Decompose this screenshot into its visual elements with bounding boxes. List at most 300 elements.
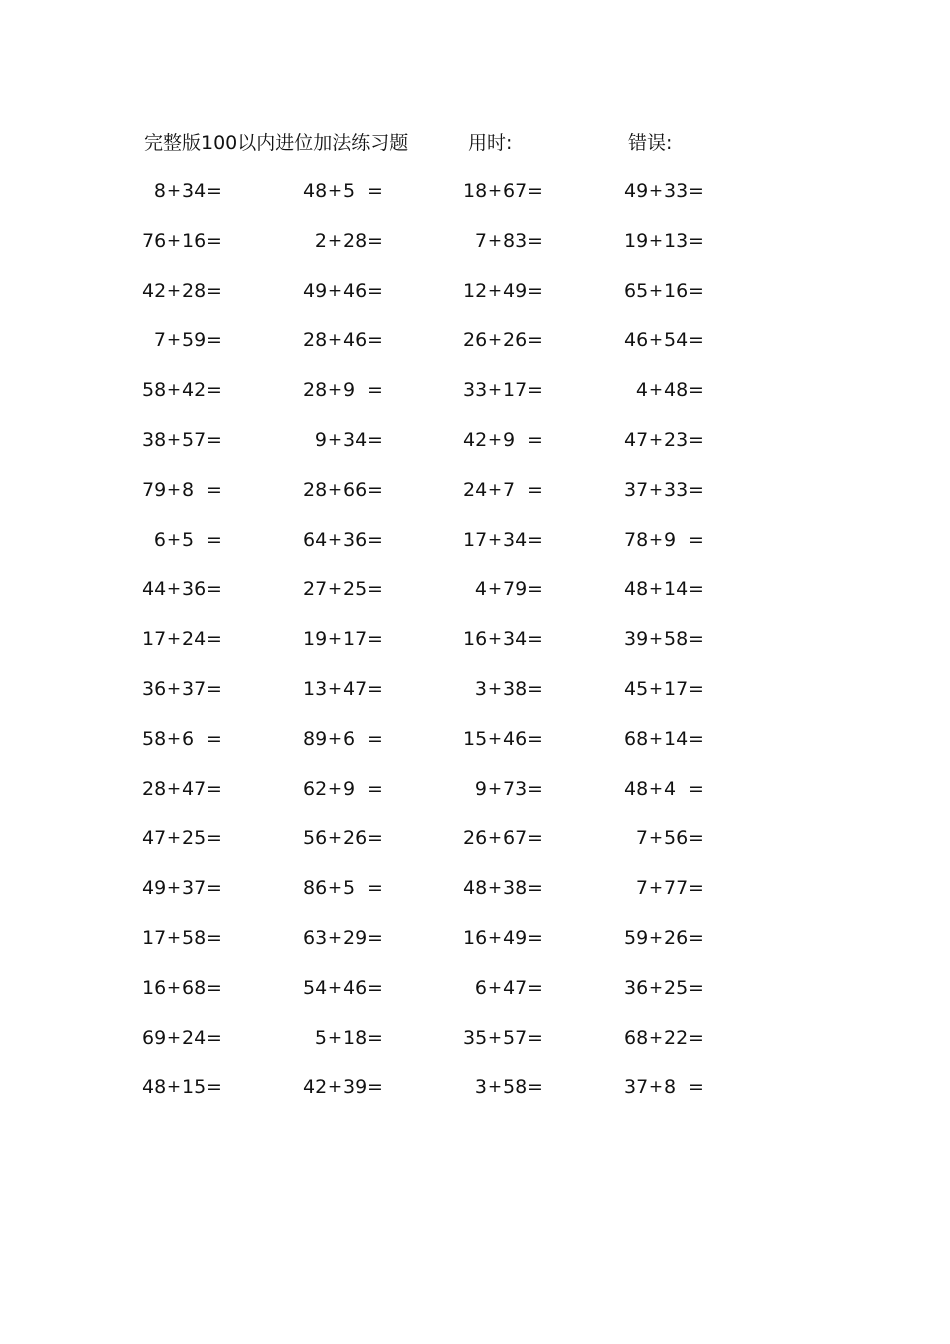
addend-second: 24: [182, 628, 207, 651]
addition-problem: [624, 774, 702, 804]
equals-sign: =: [688, 279, 704, 302]
addition-problem: [142, 574, 220, 604]
addend-first: 28: [303, 329, 328, 352]
addition-problem: [142, 1072, 220, 1102]
equals-sign: =: [527, 827, 543, 850]
addend-first: 9: [474, 777, 487, 800]
addend-first: 4: [474, 578, 487, 601]
equals-sign: =: [367, 777, 383, 800]
plus-sign: +: [166, 977, 182, 998]
plus-sign: +: [487, 230, 503, 251]
equals-sign: =: [688, 727, 704, 750]
problem-row: [0, 176, 950, 226]
addend-second: 46: [343, 279, 368, 302]
addend-first: 58: [142, 727, 167, 750]
plus-sign: +: [487, 529, 503, 550]
plus-sign: +: [166, 678, 182, 699]
plus-sign: +: [487, 728, 503, 749]
addend-second: 83: [503, 229, 528, 252]
addition-problem: [624, 375, 702, 405]
addend-second: 38: [503, 677, 528, 700]
addition-problem: [463, 624, 541, 654]
addend-first: 42: [142, 279, 167, 302]
addend-second: 77: [664, 877, 689, 900]
addend-first: 24: [463, 478, 488, 501]
plus-sign: +: [166, 181, 182, 201]
addition-problem: [624, 325, 702, 355]
addend-first: 7: [474, 229, 487, 252]
plus-sign: +: [327, 181, 343, 201]
equals-sign: =: [688, 877, 704, 900]
addition-problem: [142, 774, 220, 804]
addend-first: 19: [624, 229, 649, 252]
addition-problem: [463, 973, 541, 1003]
addend-second: 34: [503, 528, 528, 551]
equals-sign: =: [206, 379, 222, 402]
plus-sign: +: [487, 828, 503, 849]
plus-sign: +: [487, 977, 503, 998]
addend-second: 58: [503, 1076, 528, 1099]
plus-sign: +: [327, 778, 343, 799]
addend-second: 33: [664, 180, 689, 202]
addition-problem: [624, 425, 702, 455]
addend-first: 62: [303, 777, 328, 800]
addition-problem: [303, 1023, 381, 1053]
addend-second: 18: [343, 1026, 368, 1049]
addend-second: 33: [664, 478, 689, 501]
addend-second: 34: [503, 628, 528, 651]
equals-sign: =: [367, 628, 383, 651]
addend-first: 19: [303, 628, 328, 651]
equals-sign: =: [206, 279, 222, 302]
addition-problem: [303, 973, 381, 1003]
worksheet-header: [0, 128, 950, 158]
plus-sign: +: [648, 927, 664, 948]
addend-second: 47: [503, 976, 528, 999]
addend-first: 48: [463, 877, 488, 900]
equals-sign: =: [527, 677, 543, 700]
addition-problem: [142, 724, 220, 754]
equals-sign: =: [206, 1026, 222, 1049]
addend-first: 12: [463, 279, 488, 302]
equals-sign: =: [527, 279, 543, 302]
addition-problem: [142, 873, 220, 903]
addend-second: 54: [664, 329, 689, 352]
addend-second: 59: [182, 329, 207, 352]
problem-grid: [0, 176, 950, 1122]
worksheet-title: 完整版100以内进位加法练习题: [144, 132, 409, 154]
addition-problem: [463, 276, 541, 306]
addend-first: 13: [303, 677, 328, 700]
plus-sign: +: [487, 878, 503, 899]
addend-second: 67: [503, 827, 528, 850]
equals-sign: =: [688, 827, 704, 850]
equals-sign: =: [367, 229, 383, 252]
addend-first: 76: [142, 229, 167, 252]
equals-sign: =: [206, 528, 222, 551]
addition-problem: [463, 674, 541, 704]
addition-problem: [463, 774, 541, 804]
addend-second: 47: [182, 777, 207, 800]
addend-second: 13: [664, 229, 689, 252]
equals-sign: =: [367, 379, 383, 402]
problem-row: [0, 375, 950, 425]
plus-sign: +: [648, 181, 664, 201]
plus-sign: +: [487, 380, 503, 401]
addend-first: 38: [142, 428, 167, 451]
equals-sign: =: [367, 877, 383, 900]
addend-second: 49: [503, 926, 528, 949]
addend-first: 48: [624, 578, 649, 601]
plus-sign: +: [166, 429, 182, 450]
addition-problem: [463, 425, 541, 455]
addend-second: 23: [664, 428, 689, 451]
addend-second: 5: [343, 877, 356, 900]
plus-sign: +: [648, 728, 664, 749]
addend-first: 37: [624, 478, 649, 501]
addition-problem: [303, 574, 381, 604]
addition-problem: [624, 525, 702, 555]
equals-sign: =: [527, 379, 543, 402]
plus-sign: +: [648, 380, 664, 401]
addition-problem: [303, 823, 381, 853]
addend-first: 3: [474, 677, 487, 700]
addend-first: 63: [303, 926, 328, 949]
plus-sign: +: [166, 1077, 182, 1098]
addition-problem: [624, 973, 702, 1003]
equals-sign: =: [527, 1026, 543, 1049]
addend-second: 24: [182, 1026, 207, 1049]
problem-row: [0, 1023, 950, 1073]
problem-row: [0, 823, 950, 873]
addend-first: 45: [624, 677, 649, 700]
addition-problem: [142, 525, 220, 555]
plus-sign: +: [648, 778, 664, 799]
addend-second: 26: [503, 329, 528, 352]
plus-sign: +: [166, 828, 182, 849]
equals-sign: =: [367, 180, 383, 202]
equals-sign: =: [527, 976, 543, 999]
addend-first: 37: [624, 1076, 649, 1099]
equals-sign: =: [527, 1076, 543, 1099]
plus-sign: +: [487, 629, 503, 650]
plus-sign: +: [648, 828, 664, 849]
plus-sign: +: [487, 778, 503, 799]
addend-second: 25: [664, 976, 689, 999]
problem-row: [0, 425, 950, 475]
addition-problem: [142, 176, 220, 206]
plus-sign: +: [166, 728, 182, 749]
addition-problem: [624, 1072, 702, 1102]
addend-first: 35: [463, 1026, 488, 1049]
equals-sign: =: [527, 428, 543, 451]
addend-second: 49: [503, 279, 528, 302]
addend-first: 27: [303, 578, 328, 601]
addend-first: 47: [142, 827, 167, 850]
addend-first: 59: [624, 926, 649, 949]
addend-second: 36: [182, 578, 207, 601]
addend-second: 14: [664, 727, 689, 750]
addend-first: 64: [303, 528, 328, 551]
addition-problem: [303, 624, 381, 654]
equals-sign: =: [206, 877, 222, 900]
addend-second: 5: [343, 180, 356, 202]
addend-second: 29: [343, 926, 368, 949]
plus-sign: +: [327, 1077, 343, 1098]
equals-sign: =: [367, 727, 383, 750]
equals-sign: =: [527, 578, 543, 601]
addend-first: 42: [303, 1076, 328, 1099]
plus-sign: +: [166, 529, 182, 550]
problem-row: [0, 774, 950, 824]
addition-problem: [303, 674, 381, 704]
plus-sign: +: [327, 230, 343, 251]
plus-sign: +: [327, 678, 343, 699]
equals-sign: =: [688, 976, 704, 999]
plus-sign: +: [327, 380, 343, 401]
addend-second: 8: [664, 1076, 677, 1099]
addition-problem: [624, 475, 702, 505]
equals-sign: =: [367, 279, 383, 302]
addend-second: 25: [343, 578, 368, 601]
plus-sign: +: [487, 429, 503, 450]
equals-sign: =: [527, 777, 543, 800]
equals-sign: =: [688, 677, 704, 700]
addition-problem: [463, 724, 541, 754]
addend-first: 48: [303, 180, 328, 202]
plus-sign: +: [327, 828, 343, 849]
addition-problem: [303, 425, 381, 455]
addend-first: 68: [624, 727, 649, 750]
equals-sign: =: [206, 827, 222, 850]
plus-sign: +: [327, 529, 343, 550]
addend-second: 22: [664, 1026, 689, 1049]
equals-sign: =: [367, 926, 383, 949]
addend-first: 49: [303, 279, 328, 302]
addend-second: 34: [343, 428, 368, 451]
addition-problem: [303, 873, 381, 903]
equals-sign: =: [367, 827, 383, 850]
equals-sign: =: [688, 329, 704, 352]
addition-problem: [142, 425, 220, 455]
addend-second: 66: [343, 478, 368, 501]
addend-first: 3: [474, 1076, 487, 1099]
addend-first: 2: [314, 229, 327, 252]
addend-second: 46: [343, 329, 368, 352]
problem-row: [0, 475, 950, 525]
addition-problem: [142, 375, 220, 405]
equals-sign: =: [527, 478, 543, 501]
plus-sign: +: [648, 977, 664, 998]
addend-second: 26: [664, 926, 689, 949]
addend-first: 48: [624, 777, 649, 800]
addend-second: 67: [503, 180, 528, 202]
addend-second: 68: [182, 976, 207, 999]
addition-problem: [463, 923, 541, 953]
plus-sign: +: [166, 330, 182, 351]
addend-second: 7: [503, 478, 516, 501]
problem-row: [0, 624, 950, 674]
equals-sign: =: [206, 628, 222, 651]
equals-sign: =: [206, 180, 222, 202]
plus-sign: +: [327, 330, 343, 351]
addition-problem: [624, 276, 702, 306]
plus-sign: +: [487, 579, 503, 600]
addend-second: 9: [343, 379, 356, 402]
addend-first: 36: [624, 976, 649, 999]
plus-sign: +: [648, 1027, 664, 1048]
addend-second: 57: [503, 1026, 528, 1049]
addition-problem: [624, 176, 702, 206]
equals-sign: =: [688, 428, 704, 451]
addend-second: 46: [503, 727, 528, 750]
equals-sign: =: [688, 229, 704, 252]
addend-second: 26: [343, 827, 368, 850]
addend-first: 42: [463, 428, 488, 451]
addend-first: 56: [303, 827, 328, 850]
addition-problem: [624, 873, 702, 903]
plus-sign: +: [487, 479, 503, 500]
addend-first: 16: [463, 926, 488, 949]
addition-problem: [463, 1023, 541, 1053]
plus-sign: +: [648, 678, 664, 699]
plus-sign: +: [327, 429, 343, 450]
addend-first: 28: [303, 379, 328, 402]
plus-sign: +: [648, 878, 664, 899]
addend-first: 26: [463, 329, 488, 352]
addend-second: 58: [664, 628, 689, 651]
addend-first: 69: [142, 1026, 167, 1049]
addend-first: 7: [635, 827, 648, 850]
addend-second: 56: [664, 827, 689, 850]
equals-sign: =: [206, 229, 222, 252]
plus-sign: +: [327, 280, 343, 301]
equals-sign: =: [367, 677, 383, 700]
addend-second: 34: [182, 180, 207, 202]
equals-sign: =: [527, 229, 543, 252]
plus-sign: +: [648, 230, 664, 251]
addend-first: 68: [624, 1026, 649, 1049]
plus-sign: +: [487, 280, 503, 301]
addition-problem: [463, 475, 541, 505]
equals-sign: =: [688, 777, 704, 800]
addend-first: 58: [142, 379, 167, 402]
addend-first: 86: [303, 877, 328, 900]
addend-second: 17: [503, 379, 528, 402]
addend-first: 16: [463, 628, 488, 651]
addend-first: 78: [624, 528, 649, 551]
plus-sign: +: [648, 479, 664, 500]
addition-problem: [463, 325, 541, 355]
equals-sign: =: [688, 1076, 704, 1099]
addend-first: 8: [153, 180, 166, 202]
addend-first: 49: [142, 877, 167, 900]
addend-second: 9: [343, 777, 356, 800]
addition-problem: [142, 674, 220, 704]
equals-sign: =: [527, 727, 543, 750]
addend-second: 48: [664, 379, 689, 402]
addition-problem: [624, 823, 702, 853]
equals-sign: =: [206, 1076, 222, 1099]
addend-second: 79: [503, 578, 528, 601]
addition-problem: [303, 774, 381, 804]
equals-sign: =: [367, 578, 383, 601]
addend-first: 17: [142, 926, 167, 949]
equals-sign: =: [367, 428, 383, 451]
addend-second: 57: [182, 428, 207, 451]
addition-problem: [142, 923, 220, 953]
addition-problem: [303, 325, 381, 355]
addend-second: 47: [343, 677, 368, 700]
addend-first: 26: [463, 827, 488, 850]
addition-problem: [463, 525, 541, 555]
addend-first: 17: [463, 528, 488, 551]
addition-problem: [142, 624, 220, 654]
errors-label: 错误:: [628, 132, 673, 154]
addend-second: 9: [664, 528, 677, 551]
plus-sign: +: [166, 927, 182, 948]
plus-sign: +: [327, 927, 343, 948]
addend-first: 18: [463, 180, 488, 202]
plus-sign: +: [166, 629, 182, 650]
plus-sign: +: [487, 181, 503, 201]
addition-problem: [142, 475, 220, 505]
addition-problem: [303, 226, 381, 256]
plus-sign: +: [166, 579, 182, 600]
problem-row: [0, 674, 950, 724]
plus-sign: +: [648, 1077, 664, 1098]
addition-problem: [303, 923, 381, 953]
addition-problem: [303, 525, 381, 555]
plus-sign: +: [487, 678, 503, 699]
addend-first: 33: [463, 379, 488, 402]
addition-problem: [303, 1072, 381, 1102]
addition-problem: [142, 1023, 220, 1053]
addition-problem: [624, 1023, 702, 1053]
equals-sign: =: [367, 976, 383, 999]
problem-row: [0, 873, 950, 923]
addition-problem: [463, 873, 541, 903]
plus-sign: +: [327, 728, 343, 749]
addend-first: 79: [142, 478, 167, 501]
plus-sign: +: [648, 529, 664, 550]
addition-problem: [624, 226, 702, 256]
addend-second: 25: [182, 827, 207, 850]
addend-second: 5: [182, 528, 195, 551]
addend-first: 7: [635, 877, 648, 900]
addition-problem: [142, 276, 220, 306]
plus-sign: +: [327, 479, 343, 500]
addition-problem: [303, 375, 381, 405]
addend-first: 89: [303, 727, 328, 750]
addend-second: 8: [182, 478, 195, 501]
addend-first: 9: [314, 428, 327, 451]
addend-first: 16: [142, 976, 167, 999]
equals-sign: =: [527, 877, 543, 900]
equals-sign: =: [688, 478, 704, 501]
plus-sign: +: [327, 1027, 343, 1048]
addend-first: 44: [142, 578, 167, 601]
addend-first: 28: [142, 777, 167, 800]
addend-second: 42: [182, 379, 207, 402]
equals-sign: =: [688, 1026, 704, 1049]
addend-second: 37: [182, 677, 207, 700]
addition-problem: [624, 674, 702, 704]
plus-sign: +: [166, 878, 182, 899]
addend-second: 4: [664, 777, 677, 800]
problem-row: [0, 923, 950, 973]
addition-problem: [463, 226, 541, 256]
